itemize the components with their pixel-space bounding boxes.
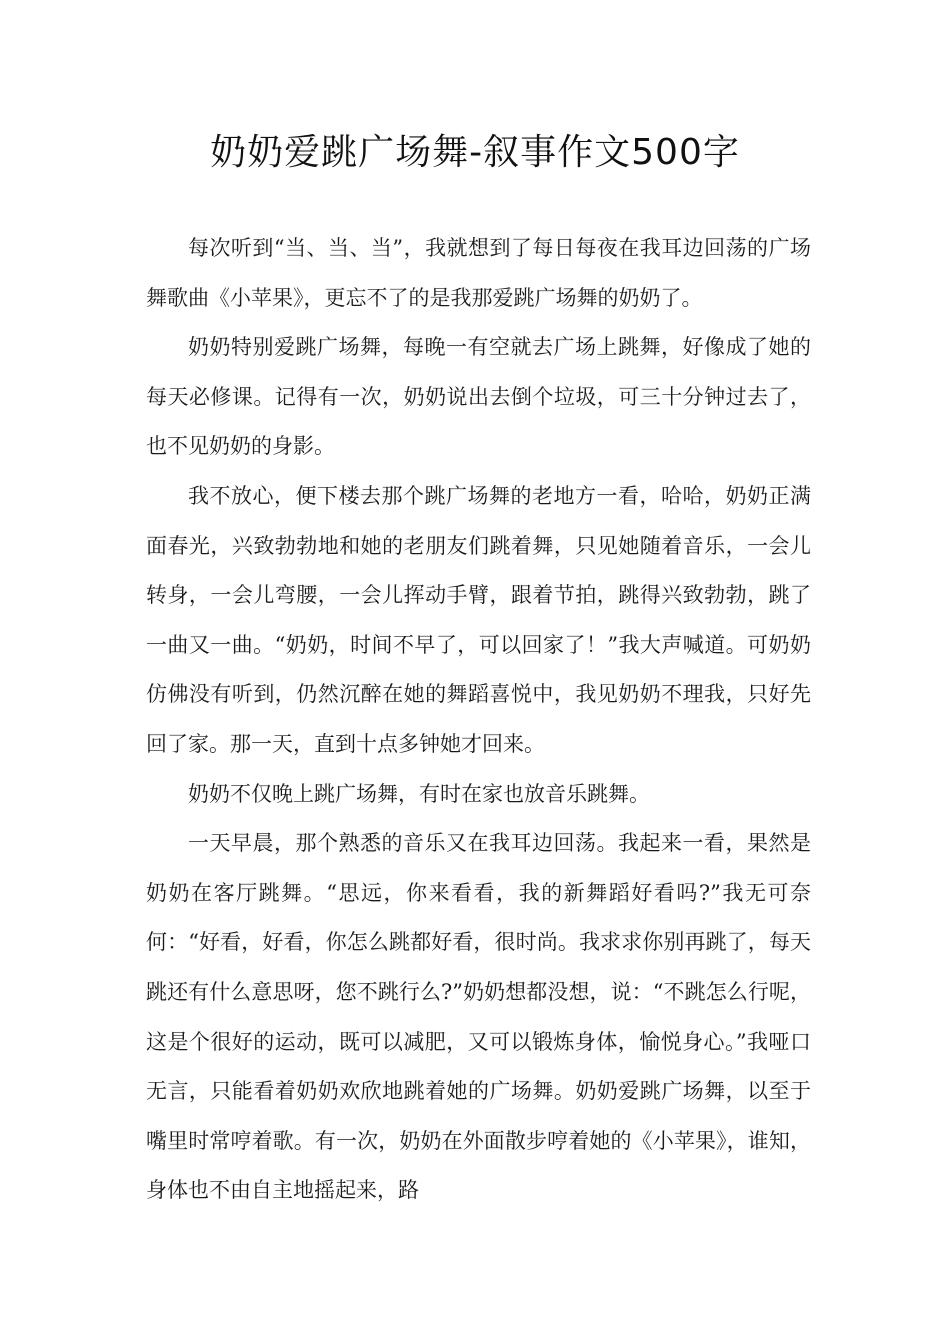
paragraph: 每次听到“当、当、当”，我就想到了每日每夜在我耳边回荡的广场舞歌曲《小苹果》，更忘不了的是我那爱跳广场舞的奶奶了。: [146, 236, 811, 310]
document-title: 奶奶爱跳广场舞-叙事作文500字: [210, 132, 740, 173]
document-body: [146, 224, 811, 1216]
paragraph: 奶奶不仅晚上跳广场舞，有时在家也放音乐跳舞。: [188, 781, 650, 806]
paragraph: 一天早晨，那个熟悉的音乐又在我耳边回荡。我起来一看，果然是奶奶在客厅跳舞。“思远，你来看看，我的新舞蹈好看吗?”我无可奈何：“好看，好看，你怎么跳都好看，很时尚。我求求你别再跳了，每天跳还有什么意思呀，您不跳行么?”奶奶想都没想，说：“不跳怎么行呢，这是个很好的运动，既可以减肥，又可以锻炼身体，愉悦身心。”我哑口无言，只能看着奶奶欢欣地跳着她的广场舞。奶奶爱跳广场舞，以至于嘴里时常哼着歌。有一次，奶奶在外面散步哼着她的《小苹果》，谁知，身体也不由自主地摇起来，路: [146, 831, 811, 1203]
paragraph: 我不放心，便下楼去那个跳广场舞的老地方一看，哈哈，奶奶正满面春光，兴致勃勃地和她的老朋友们跳着舞，只见她随着音乐，一会儿转身，一会儿弯腰，一会儿挥动手臂，跟着节拍，跳得兴致勃勃，跳了一曲又一曲。“奶奶，时间不早了，可以回家了！”我大声喊道。可奶奶仿佛没有听到，仍然沉醉在她的舞蹈喜悦中，我见奶奶不理我，只好先回了家。那一天，直到十点多钟她才回来。: [146, 483, 811, 756]
paragraph: 奶奶特别爱跳广场舞，每晚一有空就去广场上跳舞，好像成了她的每天必修课。记得有一次，奶奶说出去倒个垃圾，可三十分钟过去了，也不见奶奶的身影。: [146, 335, 811, 459]
